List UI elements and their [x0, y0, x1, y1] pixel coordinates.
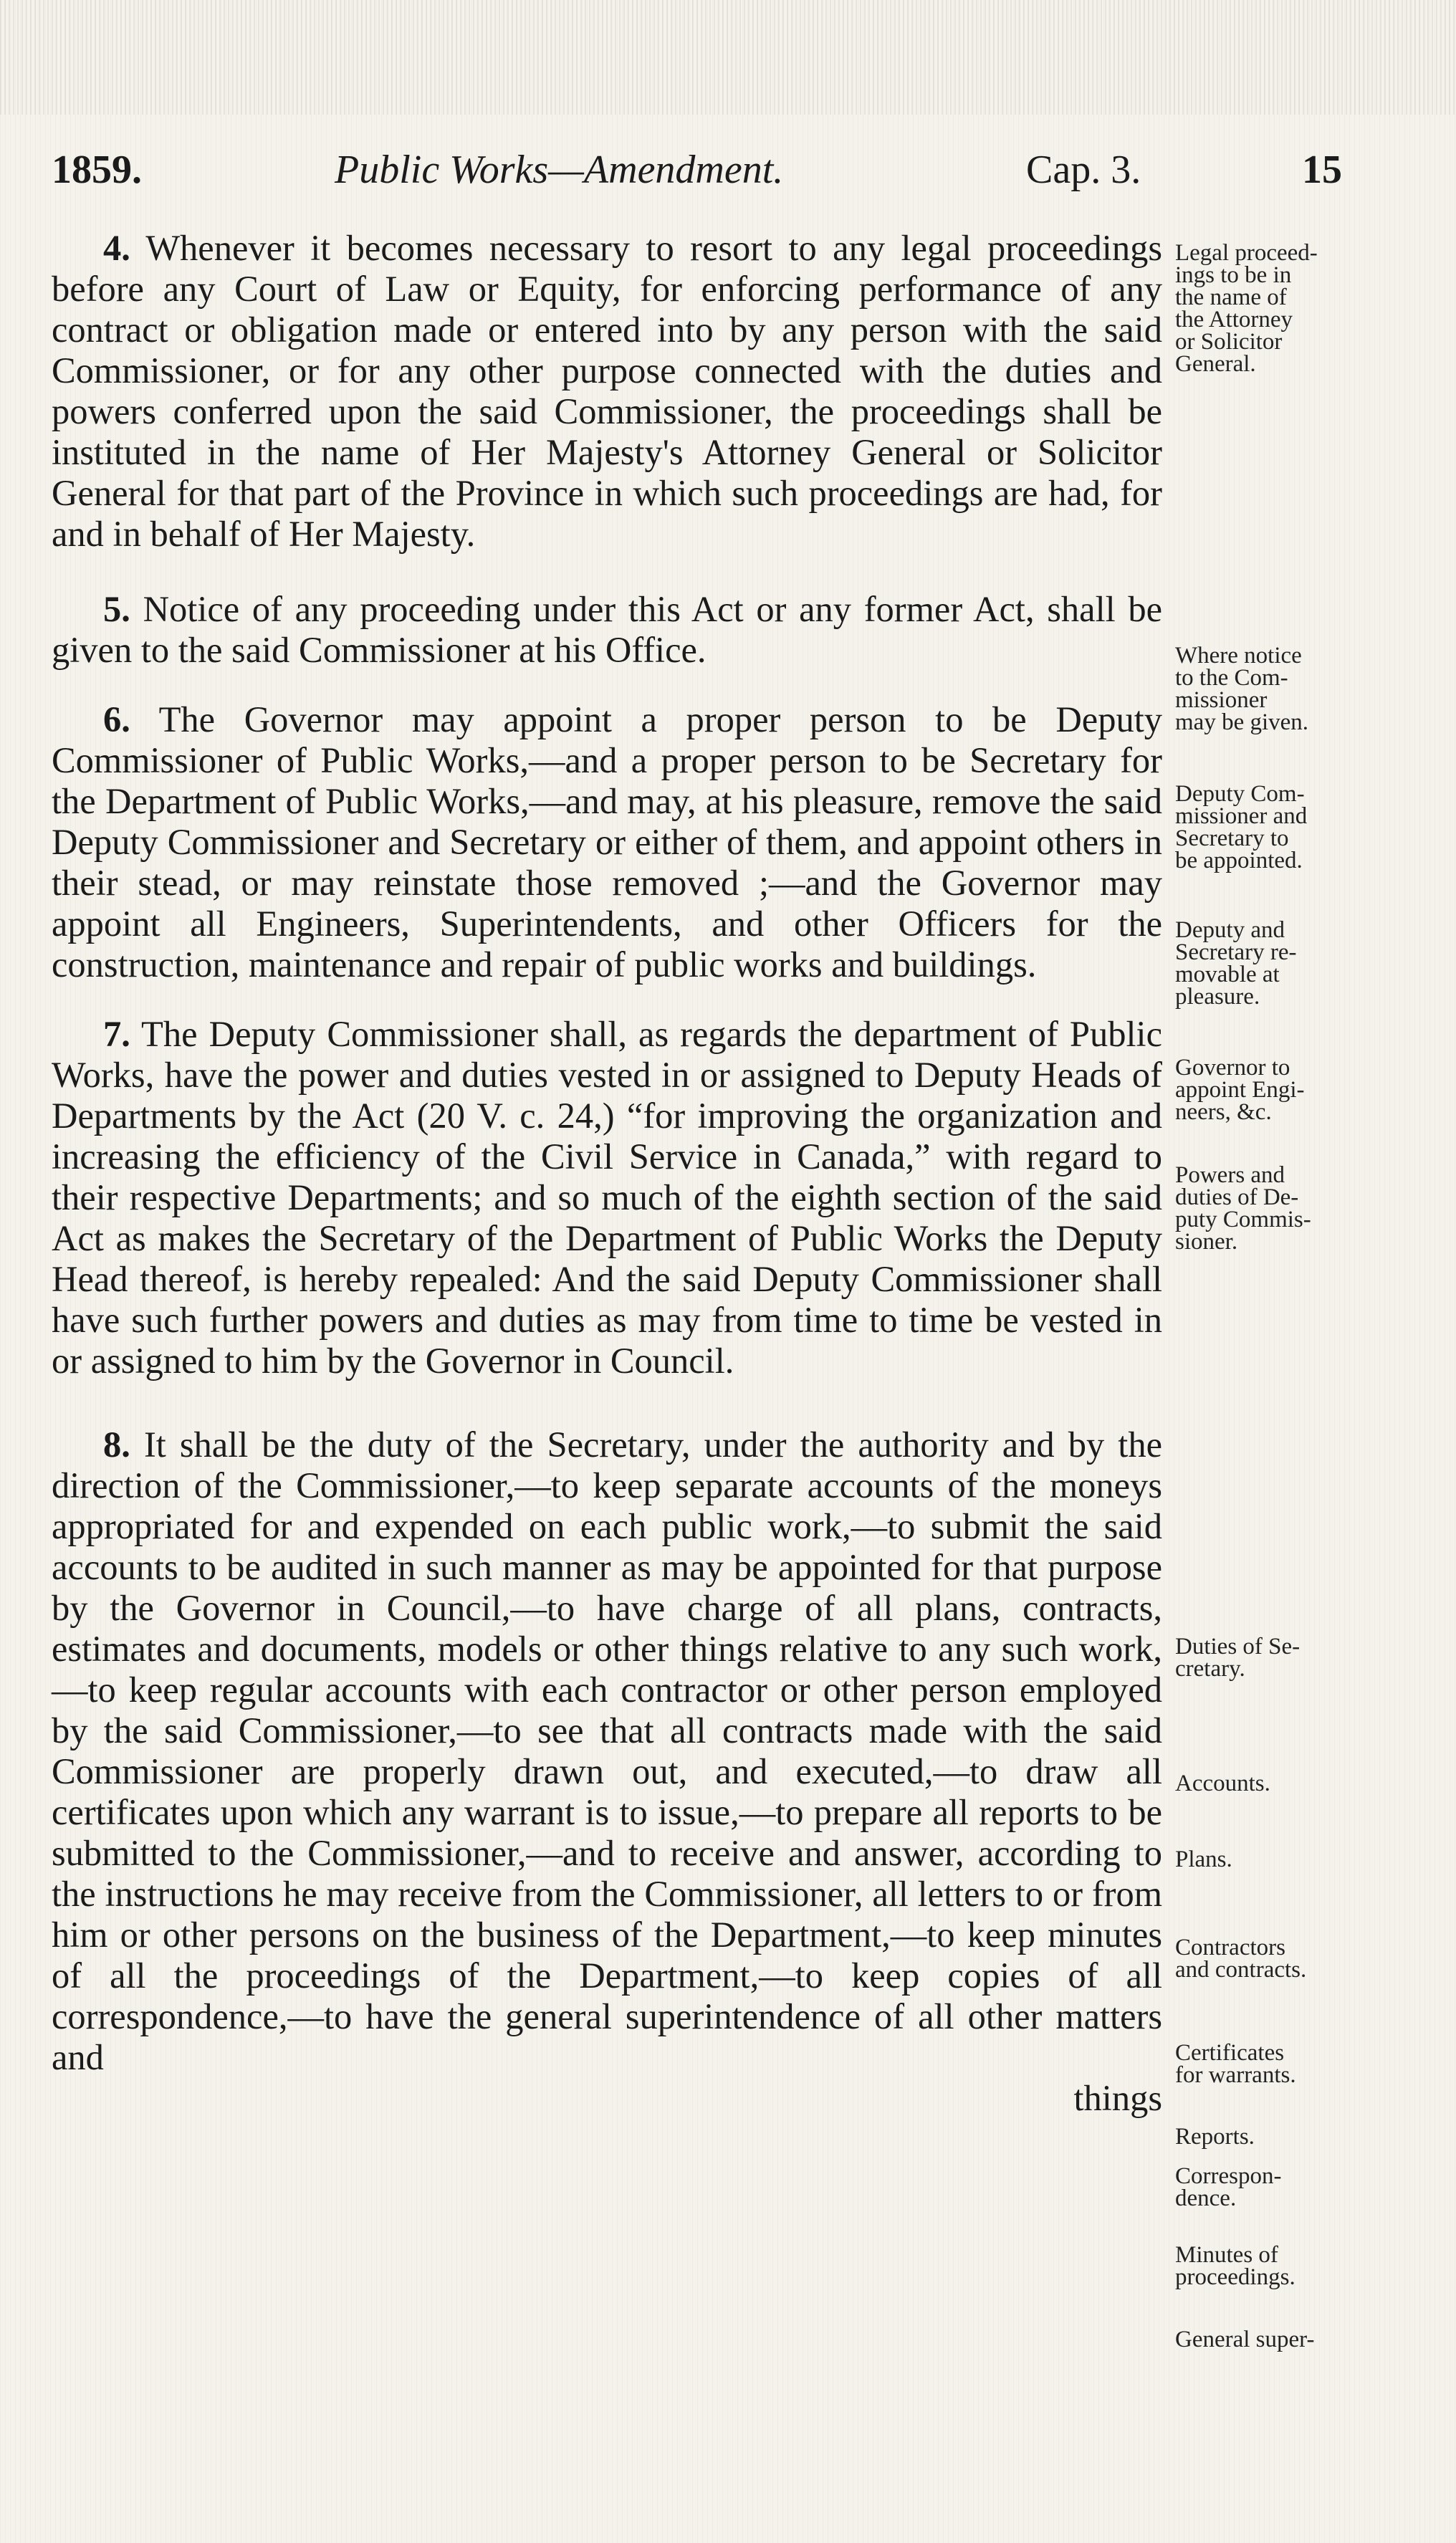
main-text-column [52, 228, 1162, 2119]
marginal-note-correspondence [1175, 2165, 1390, 2210]
section-number: 8. [103, 1424, 130, 1465]
marginal-line: Governor to [1175, 1055, 1290, 1081]
marginal-line: dence. [1175, 2185, 1237, 2211]
page-number: 15 [1302, 148, 1342, 192]
marginal-line: puty Commis- [1175, 1207, 1311, 1232]
marginal-line: neers, &c. [1175, 1099, 1272, 1125]
section-text: The Deputy Commissioner shall, as regards the department of Public Works, have the power and duties vested in or assigned to Deputy Heads of Departments by the Act (20 V. c. 24,) “for improving the organization and increasing the efficiency of the Civil Service in Canada,” with regard to their respective Departments; and so much of the eighth section of the said Act as makes the Secretary of the Department of Public Works the Deputy Head thereof, is hereby repealed: And the said Deputy Commissioner shall have such further powers and duties as may from time to time be vested in or assigned to him by the Governor in Council. [52, 1014, 1162, 1381]
marginal-line: Deputy and [1175, 917, 1285, 943]
marginal-line: sioner. [1175, 1229, 1238, 1255]
marginal-note-reports [1175, 2126, 1390, 2148]
marginal-line: Accounts. [1175, 1771, 1270, 1796]
section-number: 5. [103, 589, 130, 629]
marginal-note-notice [1175, 645, 1390, 734]
marginal-line: Certificates [1175, 2040, 1285, 2066]
header-year: 1859. [52, 148, 142, 192]
marginal-line: or Solicitor [1175, 329, 1283, 355]
marginal-note-powers [1175, 1164, 1390, 1253]
marginal-line: the name of [1175, 284, 1287, 310]
marginal-note-minutes [1175, 2244, 1390, 2289]
marginal-line: may be given. [1175, 709, 1309, 735]
marginal-line: and contracts. [1175, 1957, 1307, 1983]
catchword: things [1073, 2078, 1162, 2118]
marginal-line: pleasure. [1175, 984, 1260, 1010]
marginal-line: duties of De- [1175, 1184, 1299, 1210]
section-7 [52, 1014, 1162, 1381]
marginal-line: Plans. [1175, 1847, 1232, 1872]
section-5 [52, 589, 1162, 671]
marginal-line: Secretary to [1175, 825, 1289, 851]
marginal-line: the Attorney [1175, 307, 1293, 332]
marginal-note-accounts [1175, 1773, 1390, 1795]
running-header [52, 147, 1369, 204]
marginal-note-certificates [1175, 2042, 1390, 2087]
marginal-line: General. [1175, 351, 1256, 377]
section-number: 4. [103, 228, 130, 268]
marginal-line: to the Com- [1175, 665, 1288, 691]
marginal-line: Duties of Se- [1175, 1634, 1301, 1660]
marginal-note-duties [1175, 1636, 1390, 1680]
section-number: 6. [103, 699, 130, 739]
marginal-line: Where notice [1175, 643, 1302, 669]
marginal-line: movable at [1175, 962, 1280, 987]
marginal-line: Deputy Com- [1175, 781, 1305, 807]
section-text: Whenever it becomes necessary to resort to any legal proceedings before any Court of Law or Equity, for enforcing performance of any contract or obligation made or entered into by any person with the said Commissioner, or for any other purpose connected with the duties and powers conferred upon the said Commissioner, the proceedings shall be instituted in the name of Her Majesty's Attorney General or Solicitor General for that part of the Province in which such proceedings are had, for and in behalf of Her Majesty. [52, 228, 1162, 554]
marginal-note-legal [1175, 242, 1390, 375]
marginal-line: Correspon- [1175, 2163, 1282, 2189]
page-top-band [0, 0, 1456, 115]
header-chapter: Cap. 3. [1026, 148, 1141, 192]
marginal-note-superintendence [1175, 2329, 1390, 2351]
marginal-line: ings to be in [1175, 262, 1292, 288]
marginal-line: appoint Engi- [1175, 1077, 1305, 1103]
section-number: 7. [103, 1014, 130, 1054]
marginal-note-engineers [1175, 1057, 1390, 1124]
marginal-line: Reports. [1175, 2124, 1255, 2150]
marginal-line: be appointed. [1175, 848, 1303, 873]
section-4 [52, 228, 1162, 555]
section-6 [52, 699, 1162, 985]
section-text: It shall be the duty of the Secretary, under the authority and by the direction of the Commissioner,—to keep separate accounts of the moneys appropriated for and expended on each public work,—to submit the said accounts to be audited in such manner as may be appointed for that purpose by the Governor in Council,—to have charge of all plans, contracts, estimates and documents, models or other things relative to any such work,—to keep regular accounts with each contractor or other person employed by the said Commissioner,—to see that all contracts made with the said Commissioner are properly drawn out, and executed,—to draw all certificates upon which any warrant is to issue,—to prepare all reports to be submitted to the Commissioner,—and to receive and answer, according to the instructions he may receive from the Commissioner, all letters to or from him or other persons on the business of the Department,—to keep minutes of all the proceedings of the Department,—to keep copies of all correspondence,—to have the general superintendence of all other matters and [52, 1424, 1162, 2077]
marginal-line: Secretary re- [1175, 939, 1297, 965]
marginal-line: missioner [1175, 687, 1268, 713]
marginal-line: for warrants. [1175, 2062, 1296, 2088]
marginal-line: Powers and [1175, 1162, 1285, 1188]
marginal-line: Legal proceed- [1175, 240, 1318, 266]
header-title: Public Works—Amendment. [335, 148, 784, 192]
marginal-note-plans [1175, 1849, 1390, 1871]
marginal-line: cretary. [1175, 1656, 1245, 1682]
section-text: Notice of any proceeding under this Act or any former Act, shall be given to the said Commissioner at his Office. [52, 589, 1162, 670]
marginal-note-contractors [1175, 1937, 1390, 1981]
section-text: The Governor may appoint a proper person to be Deputy Commissioner of Public Works,—and a proper person to be Secretary for the Department of Public Works,—and may, at his pleasure, remove the said Deputy Commissioner and Secretary or either of them, and appoint others in their stead, or may reinstate those removed ;—and the Governor may appoint all Engineers, Superintendents, and other Officers for the construction, maintenance and repair of public works and buildings. [52, 699, 1162, 985]
marginal-line: General super- [1175, 2327, 1315, 2352]
marginal-line: Contractors [1175, 1935, 1285, 1960]
marginal-line: missioner and [1175, 803, 1308, 829]
marginal-line: proceedings. [1175, 2264, 1295, 2290]
marginal-note-deputy [1175, 783, 1390, 872]
marginal-note-removable [1175, 919, 1390, 1008]
marginal-line: Minutes of [1175, 2242, 1278, 2268]
section-8 [52, 1424, 1162, 2078]
